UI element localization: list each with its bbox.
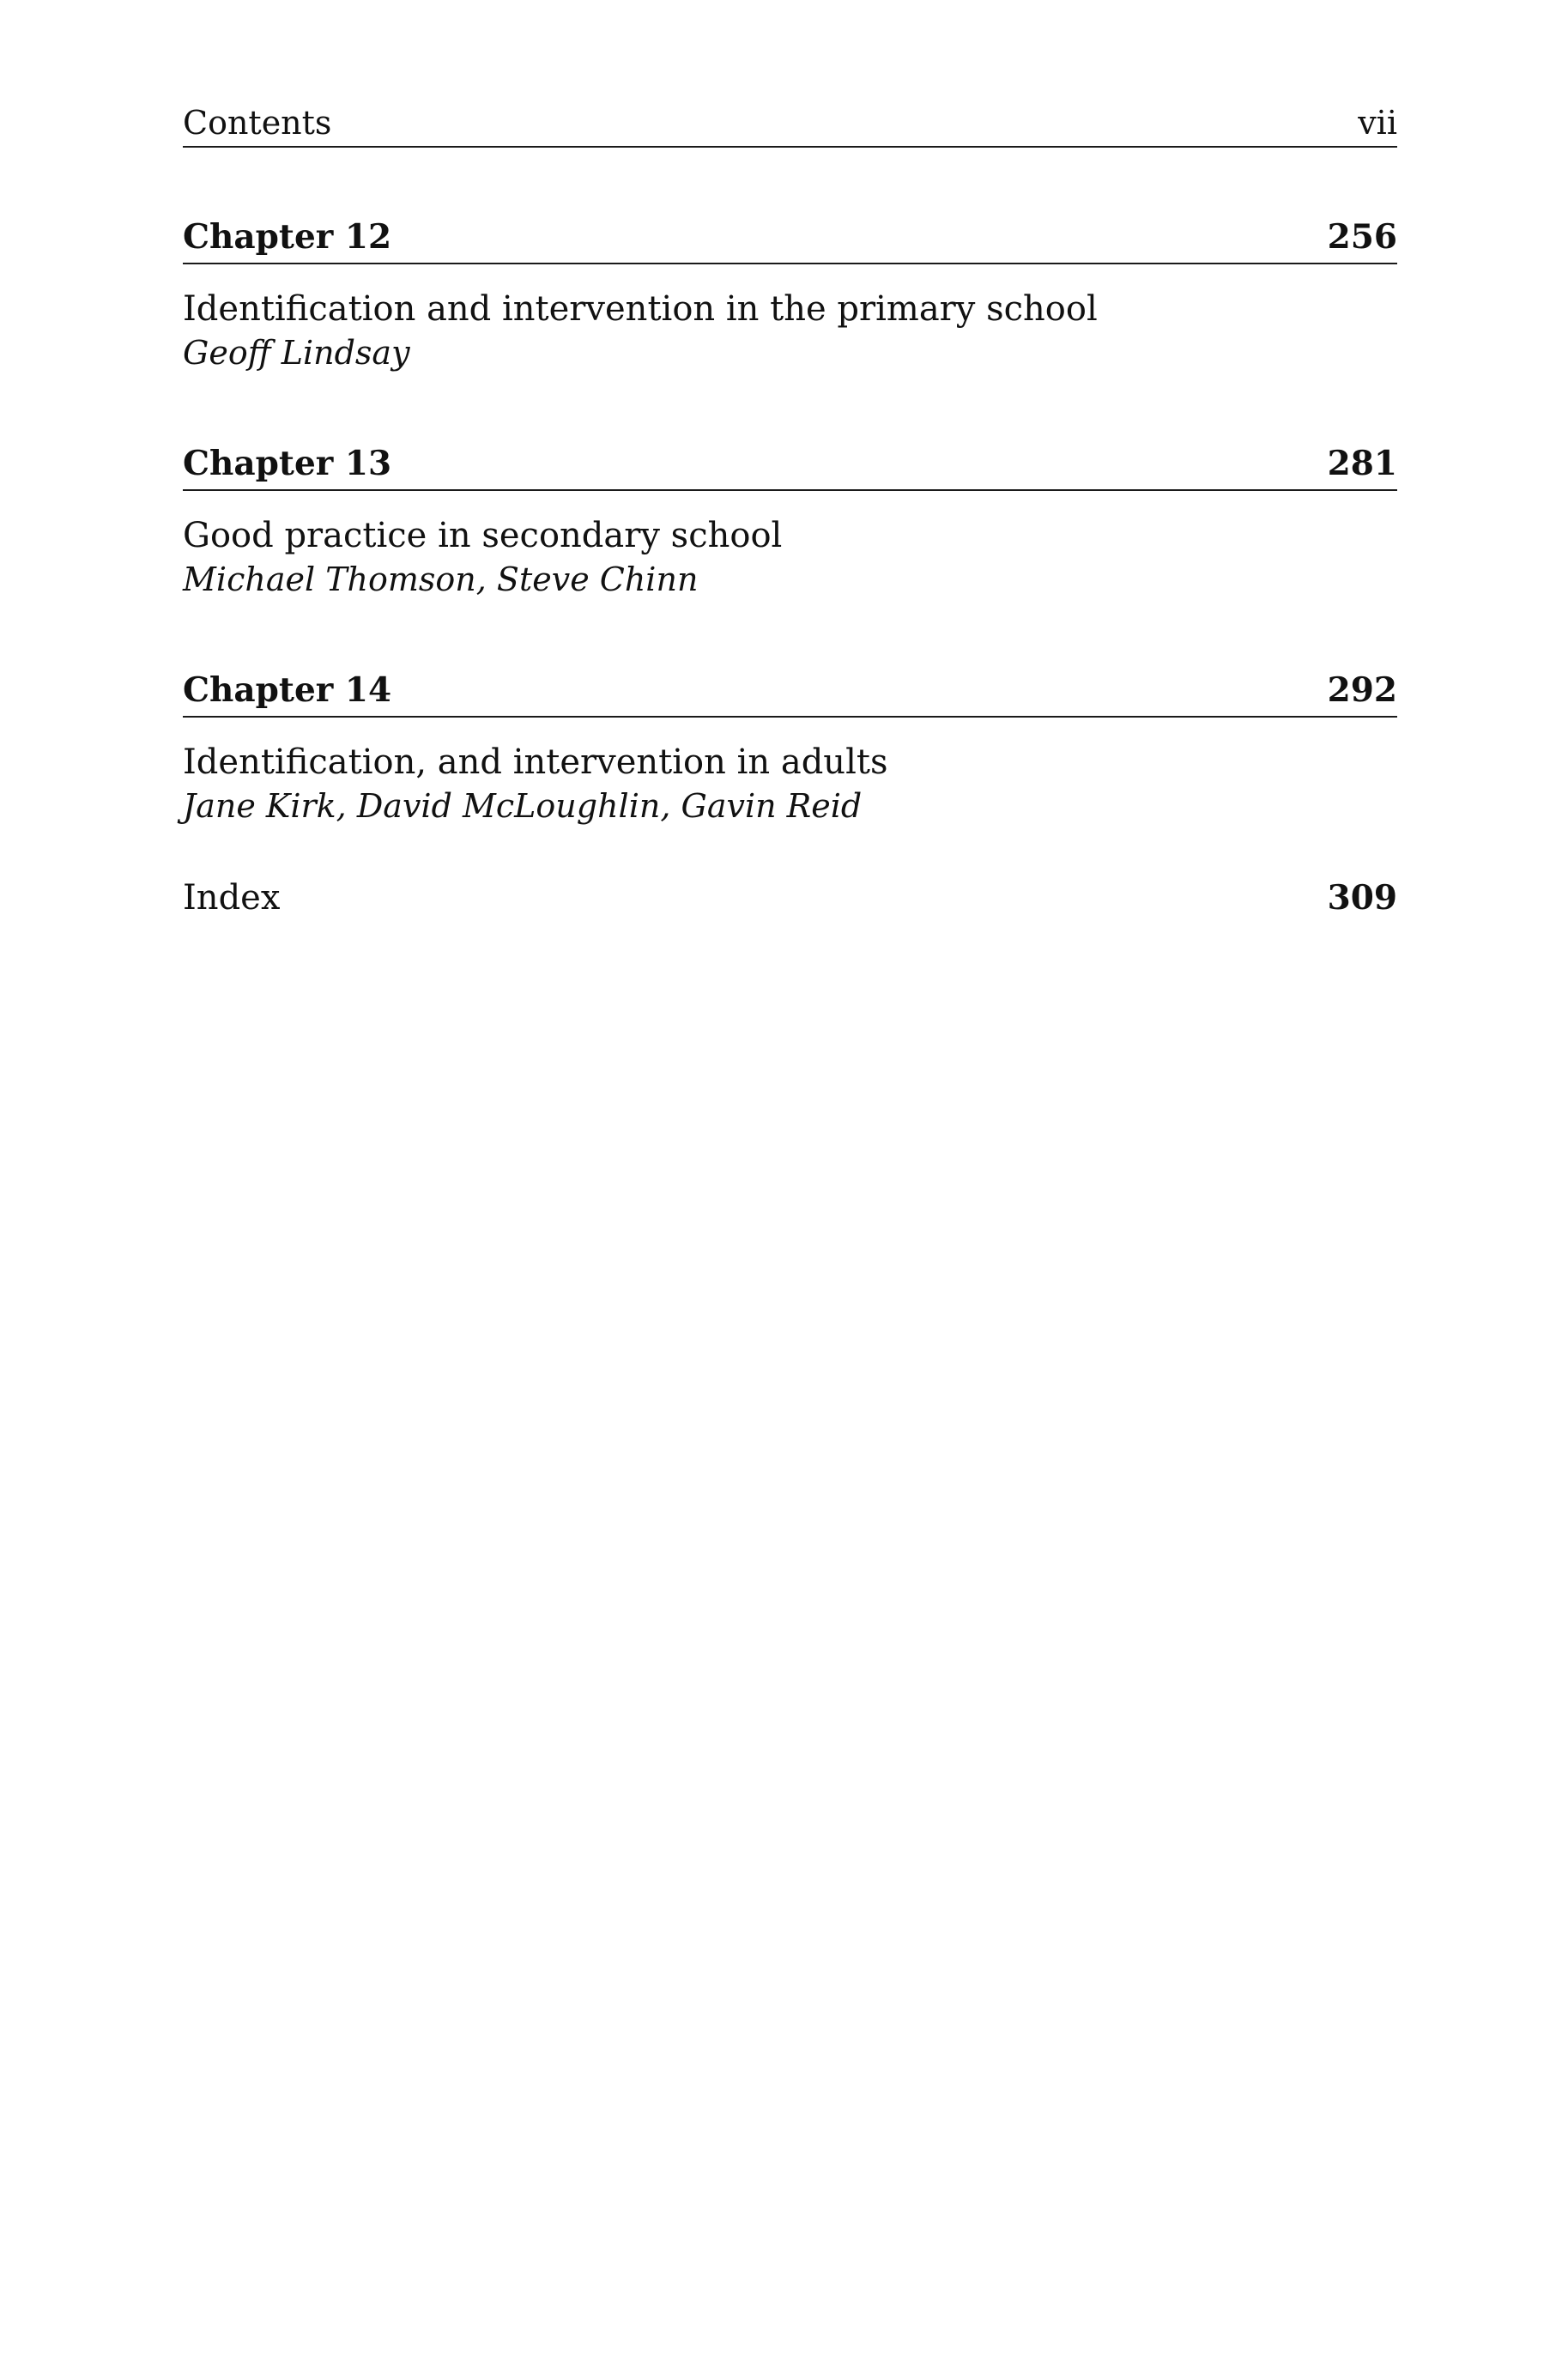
running-head bbox=[183, 94, 1397, 148]
chapter-authors: Jane Kirk, David McLoughlin, Gavin Reid bbox=[183, 787, 863, 825]
chapter-title: Identification, and intervention in adults bbox=[183, 742, 888, 782]
running-head-title: Contents bbox=[183, 104, 332, 142]
page-number: vii bbox=[1358, 104, 1397, 142]
chapter-page-number: 256 bbox=[1327, 217, 1397, 257]
chapter-label: Chapter 14 bbox=[183, 670, 392, 710]
chapter-authors: Michael Thomson, Steve Chinn bbox=[183, 560, 699, 598]
chapter-title: Good practice in secondary school bbox=[183, 516, 783, 555]
chapter-heading bbox=[183, 443, 1397, 491]
index-label: Index bbox=[183, 878, 281, 918]
toc-entry-chapter-14 bbox=[183, 670, 1397, 827]
chapter-heading bbox=[183, 216, 1397, 264]
chapter-authors: Geoff Lindsay bbox=[183, 334, 410, 372]
toc-entry-chapter-12 bbox=[183, 216, 1397, 374]
chapter-label: Chapter 12 bbox=[183, 217, 392, 257]
chapter-title: Identification and intervention in the primary school bbox=[183, 289, 1098, 329]
chapter-page-number: 292 bbox=[1327, 670, 1397, 710]
contents-page bbox=[183, 94, 1397, 918]
toc-entry-index bbox=[183, 878, 1397, 918]
chapter-label: Chapter 13 bbox=[183, 444, 392, 483]
chapter-heading bbox=[183, 670, 1397, 718]
toc-entry-chapter-13 bbox=[183, 443, 1397, 601]
chapter-page-number: 281 bbox=[1327, 444, 1397, 483]
index-page-number: 309 bbox=[1327, 878, 1397, 918]
